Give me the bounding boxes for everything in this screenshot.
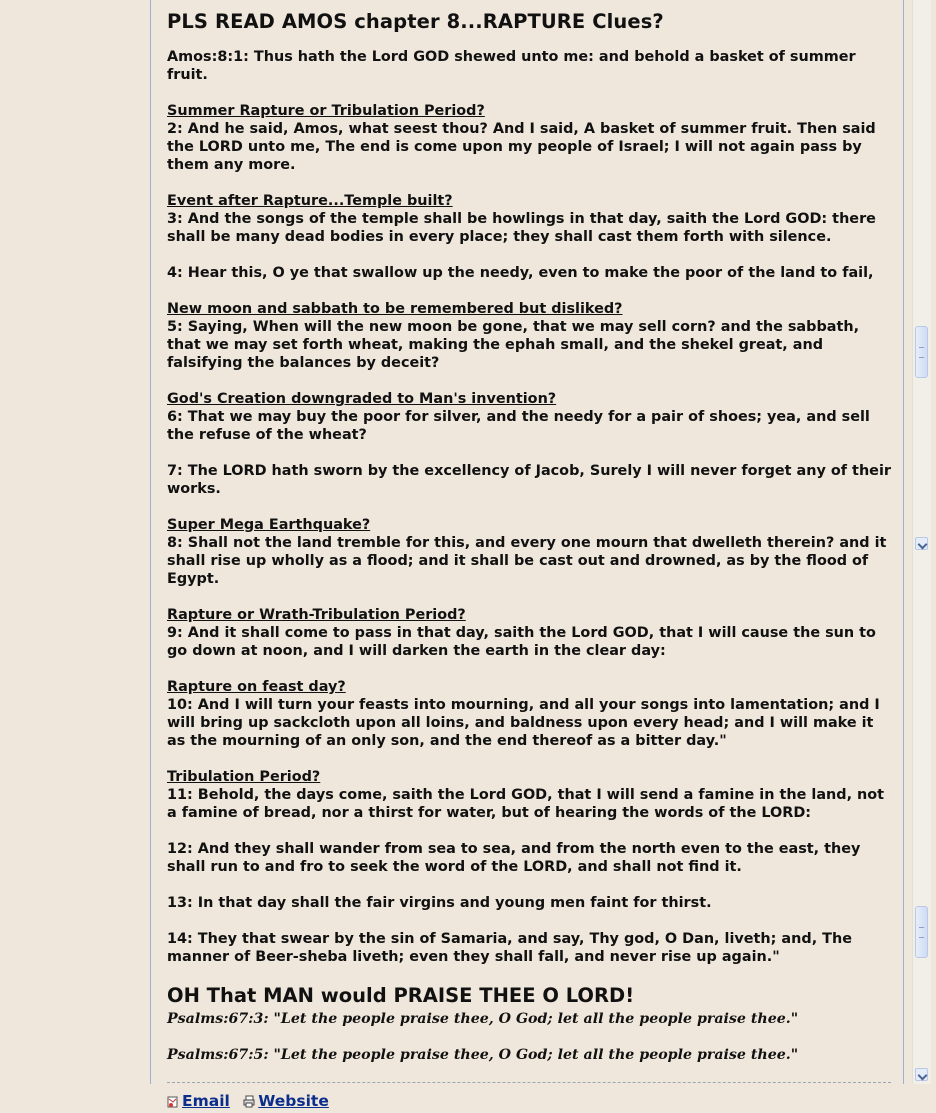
scroll-down-arrow[interactable]: [915, 537, 928, 550]
verse-text: 5: Saying, When will the new moon be gone, that we may sell corn? and the sabbath, that we may set forth wheat, making the ephah small, and the shekel great, and falsifying the balances by deceit?: [167, 319, 860, 371]
verse-text: 13: In that day shall the fair virgins and young men faint for thirst.: [167, 895, 712, 911]
website-link-item[interactable]: [243, 1091, 329, 1111]
verse-subheading: Summer Rapture or Tribulation Period?: [167, 103, 485, 119]
website-link[interactable]: Website: [258, 1092, 329, 1110]
verse-block: [167, 930, 891, 966]
post: [167, 10, 891, 1113]
print-icon: [243, 1095, 255, 1108]
divider: [167, 1082, 891, 1083]
verse-text: 3: And the songs of the temple shall be howlings in that day, saith the Lord GOD: there shall be many dead bodies in every place; they shall cast them forth with silence.: [167, 211, 876, 245]
verse-block: [167, 516, 891, 588]
email-icon: [167, 1095, 179, 1108]
post-links: [167, 1091, 891, 1113]
verse-block: [167, 48, 891, 84]
verse-text: 8: Shall not the land tremble for this, and every one mourn that dwelleth therein? and it shall rise up wholly as a flood; and it shall be cast out and drowned, as by the flood of Egypt.: [167, 535, 887, 587]
post-title: PLS READ AMOS chapter 8...RAPTURE Clues?: [167, 10, 664, 33]
verse-subheading: Event after Rapture...Temple built?: [167, 193, 453, 209]
verse-text: 11: Behold, the days come, saith the Lord GOD, that I will send a famine in the land, not a famine of bread, nor a thirst for water, but of hearing the words of the LORD:: [167, 787, 885, 821]
verse-text: 6: That we may buy the poor for silver, and the needy for a pair of shoes; yea, and sell the refuse of the wheat?: [167, 409, 870, 443]
verse-subheading: God's Creation downgraded to Man's invention?: [167, 391, 557, 407]
verse-block: [167, 300, 891, 372]
content-panel: [150, 0, 904, 1110]
verses-list: [167, 48, 891, 966]
verse-block: [167, 192, 891, 246]
verse-subheading: Rapture or Wrath-Tribulation Period?: [167, 607, 466, 623]
psalm-quote: Psalms:67:5: "Let the people praise thee, O God; let all the people praise thee.": [167, 1047, 799, 1063]
verse-block: [167, 894, 891, 912]
verse-subheading: New moon and sabbath to be remembered but disliked?: [167, 301, 623, 317]
verse-block: [167, 678, 891, 750]
psalm-quote: Psalms:67:3: "Let the people praise thee, O God; let all the people praise thee.": [167, 1011, 799, 1027]
verse-subheading: Super Mega Earthquake?: [167, 517, 371, 533]
verse-block: [167, 102, 891, 174]
email-link[interactable]: Email: [182, 1092, 230, 1110]
email-link-item[interactable]: [167, 1091, 230, 1111]
scroll-thumb[interactable]: [915, 326, 928, 378]
verse-text: 9: And it shall come to pass in that day, saith the Lord GOD, that I will cause the sun to go down at noon, and I will darken the earth in the clear day:: [167, 625, 876, 659]
verse-text: 12: And they shall wander from sea to sea, and from the north even to the east, they shall run to and fro to seek the word of the LORD, and shall not find it.: [167, 841, 861, 875]
scroll-thumb[interactable]: [915, 906, 928, 958]
scroll-down-arrow[interactable]: [915, 1068, 928, 1081]
verse-block: [167, 606, 891, 660]
verse-text: 2: And he said, Amos, what seest thou? And I said, A basket of summer fruit. Then said the LORD unto me, The end is come upon my people of Israel; I will not again pass by them any more.: [167, 121, 876, 173]
verse-text: 4: Hear this, O ye that swallow up the needy, even to make the poor of the land to fail,: [167, 265, 874, 281]
verse-block: [167, 462, 891, 498]
verse-text: 7: The LORD hath sworn by the excellency of Jacob, Surely I will never forget any of their works.: [167, 463, 891, 497]
scrollbar[interactable]: [912, 0, 931, 1084]
verse-subheading: Tribulation Period?: [167, 769, 321, 785]
verse-text: 14: They that swear by the sin of Samaria, and say, Thy god, O Dan, liveth; and, The manner of Beer-sheba liveth; even they shall fall, and never rise up again.": [167, 931, 852, 965]
praise-heading: OH That MAN would PRAISE THEE O LORD!: [167, 984, 635, 1007]
verse-subheading: Rapture on feast day?: [167, 679, 346, 695]
verse-text: Amos:8:1: Thus hath the Lord GOD shewed unto me: and behold a basket of summer fruit.: [167, 49, 856, 83]
left-gutter: [0, 0, 150, 1084]
verse-block: [167, 264, 891, 282]
verse-text: 10: And I will turn your feasts into mourning, and all your songs into lamentation; and I will bring up sackcloth upon all loins, and baldness upon every head; and I will make it as the mourning of an only son, and the end thereof as a bitter day.": [167, 697, 880, 749]
verse-block: [167, 390, 891, 444]
verse-block: [167, 840, 891, 876]
verse-block: [167, 768, 891, 822]
